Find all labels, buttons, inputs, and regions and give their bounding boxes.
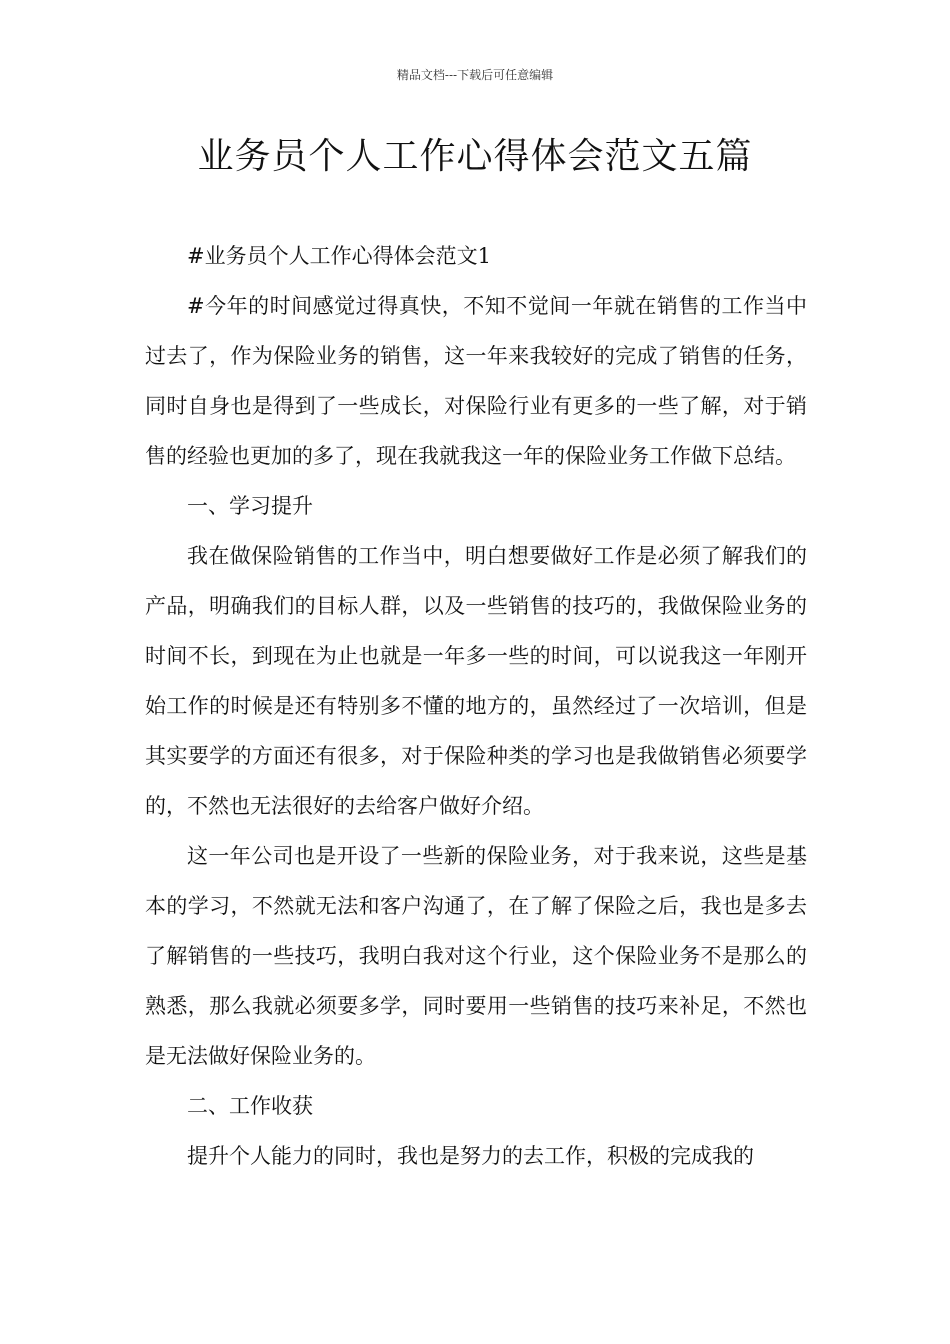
- subsection-heading: 一、学习提升: [187, 494, 313, 518]
- document-title: 业务员个人工作心得体会范文五篇: [197, 136, 753, 177]
- section-heading: #业务员个人工作心得体会范文1: [187, 244, 491, 268]
- paragraph: 我在做保险销售的工作当中，明白想要做好工作是必须了解我们的产品，明确我们的目标人群，以及一些销售的技巧的，我做保险业务的时间不长，到现在为止也就是一年多一些的时间，可以说我这一年刚开始工作的时候是还有特别多不懂的地方的，虽然经过了一次培训，但是其实要学的方面还有很多，对于保险种类的学习也是我做销售必须要学的，不然也无法很好的去给客户做好介绍。: [145, 544, 807, 818]
- paragraph: #今年的时间感觉过得真快，不知不觉间一年就在销售的工作当中过去了，作为保险业务的销售，这一年来我较好的完成了销售的任务，同时自身也是得到了一些成长，对保险行业有更多的一些了解，对于销售的经验也更加的多了，现在我就我这一年的保险业务工作做下总结。: [145, 294, 807, 468]
- subsection-heading: 二、工作收获: [187, 1094, 313, 1118]
- header-note: 精品文档---下载后可任意编辑: [396, 68, 554, 82]
- document-body: [145, 231, 807, 1181]
- paragraph: 提升个人能力的同时，我也是努力的去工作，积极的完成我的: [187, 1144, 754, 1168]
- paragraph: 这一年公司也是开设了一些新的保险业务，对于我来说，这些是基本的学习，不然就无法和客户沟通了，在了解了保险之后，我也是多去了解销售的一些技巧，我明白我对这个行业，这个保险业务不是那么的熟悉，那么我就必须要多学，同时要用一些销售的技巧来补足，不然也是无法做好保险业务的。: [145, 844, 807, 1068]
